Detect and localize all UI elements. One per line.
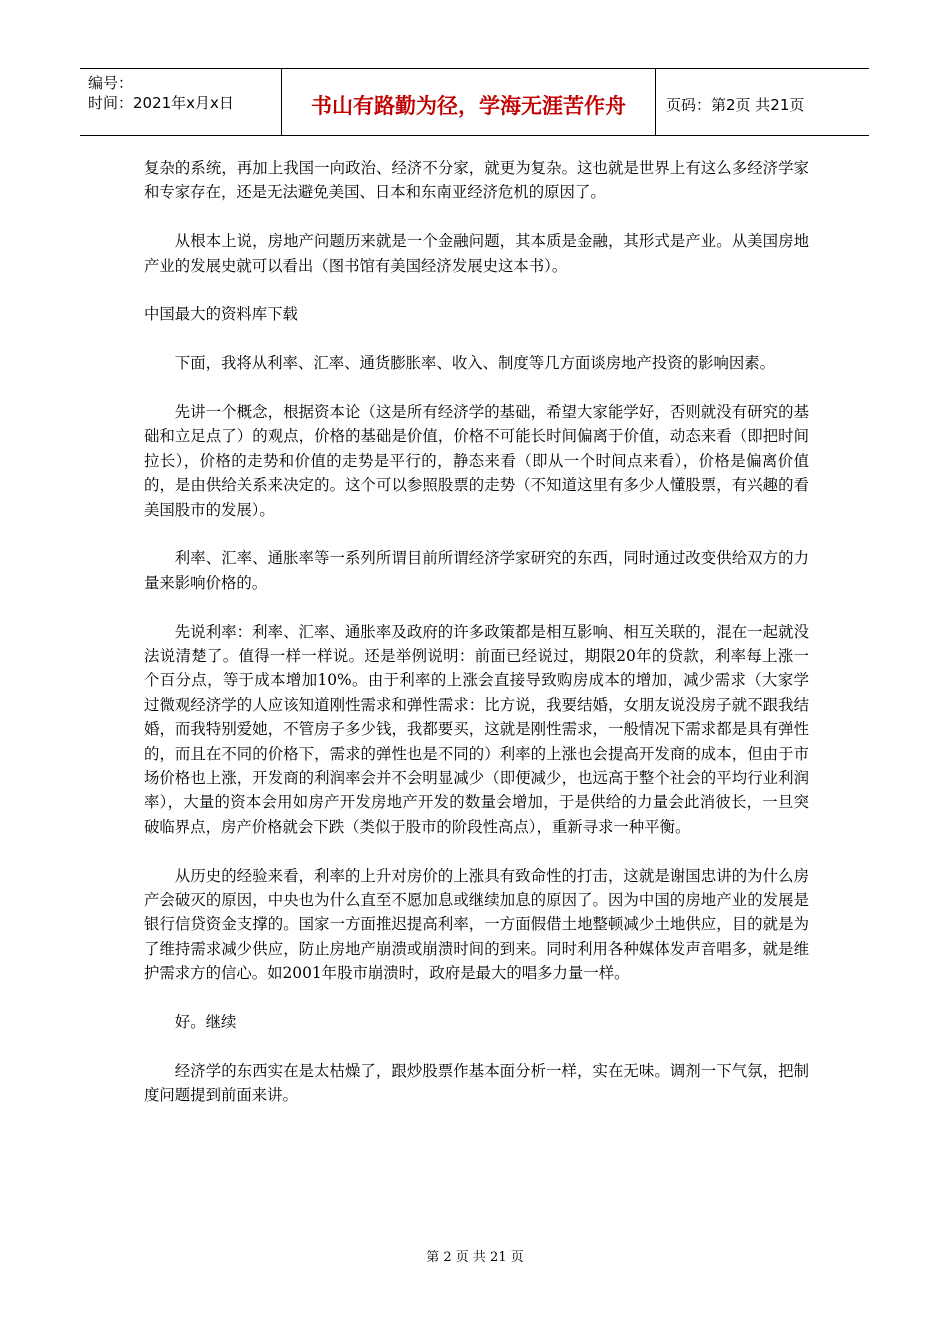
document-time-label: 时间：2021年x月x日 — [88, 94, 234, 112]
page-footer: 第 2 页 共 21 页 — [426, 1250, 524, 1265]
document-body — [144, 156, 809, 1132]
paragraph: 下面，我将从利率、汇率、通货膨胀率、收入、制度等几方面谈房地产投资的影响因素。 — [174, 354, 776, 373]
document-number-label: 编号： — [88, 74, 134, 92]
paragraph: 经济学的东西实在是太枯燥了，跟炒股票作基本面分析一样，实在无味。调剂一下气氛，把制度问题提到前面来讲。 — [144, 1061, 809, 1105]
header-motto: 书山有路勤为径，学海无涯苦作舟 — [282, 69, 656, 135]
paragraph: 从历史的经验来看，利率的上升对房价的上涨具有致命性的打击，这就是谢国忠讲的为什么房产会破灭的原因，中央也为什么直至不愿加息或继续加息的原因了。因为中国的房地产业的发展是银行信贷资金支撑的。国家一方面推迟提高利率，一方面假借土地整顿减少土地供应，目的就是为了维持需求减少供应，防止房地产崩溃或崩溃时间的到来。同时利用各种媒体发声音唱多，就是维护需求方的信心。如2001年股市崩溃时，政府是最大的唱多力量一样。 — [144, 866, 809, 983]
paragraph: 好。继续 — [174, 1013, 237, 1032]
download-link-text: 中国最大的资料库下载 — [144, 305, 298, 324]
paragraph: 复杂的系统，再加上我国一向政治、经济不分家，就更为复杂。这也就是世界上有这么多经济学家和专家存在，还是无法避免美国、日本和东南亚经济危机的原因了。 — [144, 159, 809, 202]
paragraph: 利率、汇率、通胀率等一系列所谓目前所谓经济学家研究的东西，同时通过改变供给双方的力量来影响价格的。 — [144, 549, 809, 592]
paragraph: 先说利率：利率、汇率、通胀率及政府的许多政策都是相互影响、相互关联的，混在一起就没法说清楚了。值得一样一样说。还是举例说明：前面已经说过，期限20年的贷款，利率每上涨一个百分点，等于成本增加10%。由于利率的上涨会直接导致购房成本的增加，减少需求（大家学过微观经济学的人应该知道刚性需求和弹性需求：比方说，我要结婚，女朋友说没房子就不跟我结婚，而我特别爱她，不管房子多少钱，我都要买，这就是刚性需求，一般情况下需求都是具有弹性的，而且在不同的价格下，需求的弹性也是不同的）利率的上涨也会提高开发商的成本，但由于市场价格也上涨，开发商的利润率会并不会明显减少（即便减少，也远高于整个社会的平均行业利润率），大量的资本会用如房产开发房地产开发的数量会增加，于是供给的力量会此消彼长，一旦突破临界点，房产价格就会下跌（类似于股市的阶段性高点），重新寻求一种平衡。 — [144, 622, 809, 836]
paragraph: 从根本上说，房地产问题历来就是一个金融问题，其本质是金融，其形式是产业。从美国房地产业的发展史就可以看出（图书馆有美国经济发展史这本书）。 — [144, 232, 809, 275]
paragraph: 先讲一个概念，根据资本论（这是所有经济学的基础，希望大家能学好，否则就没有研究的基础和立足点了）的观点，价格的基础是价值，价格不可能长时间偏离于价值，动态来看（即把时间拉长），价格的走势和价值的走势是平行的，静态来看（即从一个时间点来看），价格是偏离价值的，是由供给关系来决定的。这个可以参照股票的走势（不知道这里有多少人懂股票，有兴趣的看美国股市的发展）。 — [144, 403, 809, 519]
page-header — [80, 68, 869, 136]
header-meta — [80, 69, 282, 135]
header-page-number: 页码：第2页 共21页 — [666, 95, 805, 114]
